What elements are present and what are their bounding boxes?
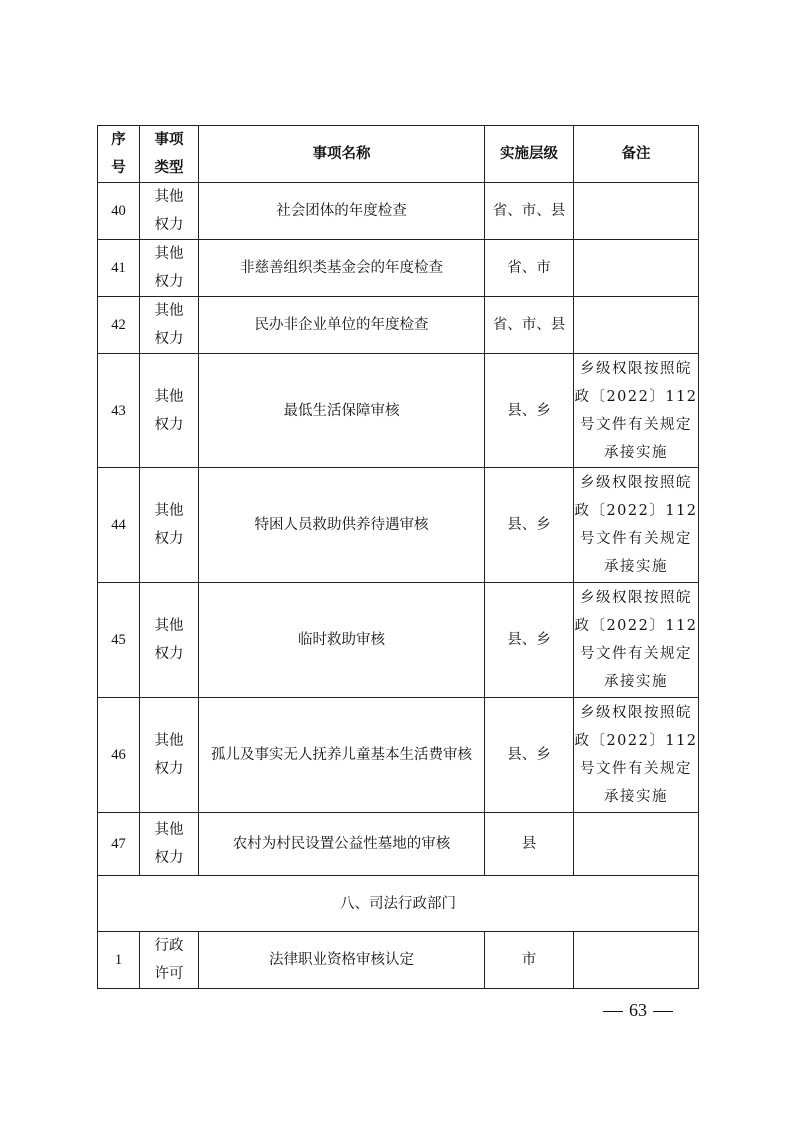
row-note (574, 813, 699, 876)
row-level: 省、市、县 (485, 183, 574, 240)
table-row (98, 354, 699, 468)
row-seq: 41 (98, 240, 140, 297)
row-seq: 44 (98, 468, 140, 583)
row-name: 农村为村民设置公益性墓地的审核 (199, 813, 485, 876)
section-row (98, 876, 699, 932)
row-name: 特困人员救助供养待遇审核 (199, 468, 485, 583)
row-note (574, 183, 699, 240)
row-level: 市 (485, 932, 574, 989)
row-seq: 42 (98, 297, 140, 354)
page-number: 63 (629, 1000, 647, 1020)
row-name: 临时救助审核 (199, 583, 485, 698)
table-row (98, 698, 699, 813)
row-name: 法律职业资格审核认定 (199, 932, 485, 989)
row-level: 县、乡 (485, 583, 574, 698)
table-row (98, 583, 699, 698)
items-table (97, 125, 699, 989)
row-level: 县、乡 (485, 698, 574, 813)
footer-dash-left (603, 1011, 623, 1012)
row-level: 县 (485, 813, 574, 876)
header-seq: 序 号 (98, 126, 140, 183)
table-row (98, 240, 699, 297)
header-note: 备注 (574, 126, 699, 183)
row-seq: 46 (98, 698, 140, 813)
row-seq: 45 (98, 583, 140, 698)
table-row (98, 183, 699, 240)
row-note: 乡级权限按照皖政〔2022〕112号文件有关规定承接实施 (574, 698, 699, 813)
footer-dash-right (653, 1011, 673, 1012)
row-name: 孤儿及事实无人抚养儿童基本生活费审核 (199, 698, 485, 813)
header-level: 实施层级 (485, 126, 574, 183)
row-note (574, 932, 699, 989)
row-type: 其他 权力 (140, 240, 199, 297)
row-name: 民办非企业单位的年度检查 (199, 297, 485, 354)
table-row (98, 297, 699, 354)
row-level: 县、乡 (485, 468, 574, 583)
header-type: 事项 类型 (140, 126, 199, 183)
table-row (98, 932, 699, 989)
row-name: 非慈善组织类基金会的年度检查 (199, 240, 485, 297)
section-title: 八、司法行政部门 (98, 876, 699, 932)
row-note (574, 240, 699, 297)
row-note: 乡级权限按照皖政〔2022〕112号文件有关规定承接实施 (574, 468, 699, 583)
row-seq: 47 (98, 813, 140, 876)
row-type: 其他 权力 (140, 183, 199, 240)
row-level: 省、市 (485, 240, 574, 297)
row-type: 行政 许可 (140, 932, 199, 989)
row-note: 乡级权限按照皖政〔2022〕112号文件有关规定承接实施 (574, 354, 699, 468)
row-name: 最低生活保障审核 (199, 354, 485, 468)
row-level: 县、乡 (485, 354, 574, 468)
row-note: 乡级权限按照皖政〔2022〕112号文件有关规定承接实施 (574, 583, 699, 698)
table-row (98, 813, 699, 876)
header-name: 事项名称 (199, 126, 485, 183)
row-type: 其他 权力 (140, 813, 199, 876)
row-note (574, 297, 699, 354)
row-type: 其他 权力 (140, 354, 199, 468)
row-type: 其他 权力 (140, 297, 199, 354)
row-level: 省、市、县 (485, 297, 574, 354)
row-seq: 43 (98, 354, 140, 468)
row-seq: 40 (98, 183, 140, 240)
row-seq: 1 (98, 932, 140, 989)
page-footer (597, 1000, 687, 1021)
table-row (98, 468, 699, 583)
row-type: 其他 权力 (140, 583, 199, 698)
row-type: 其他 权力 (140, 468, 199, 583)
row-type: 其他 权力 (140, 698, 199, 813)
header-row (98, 126, 699, 183)
row-name: 社会团体的年度检查 (199, 183, 485, 240)
